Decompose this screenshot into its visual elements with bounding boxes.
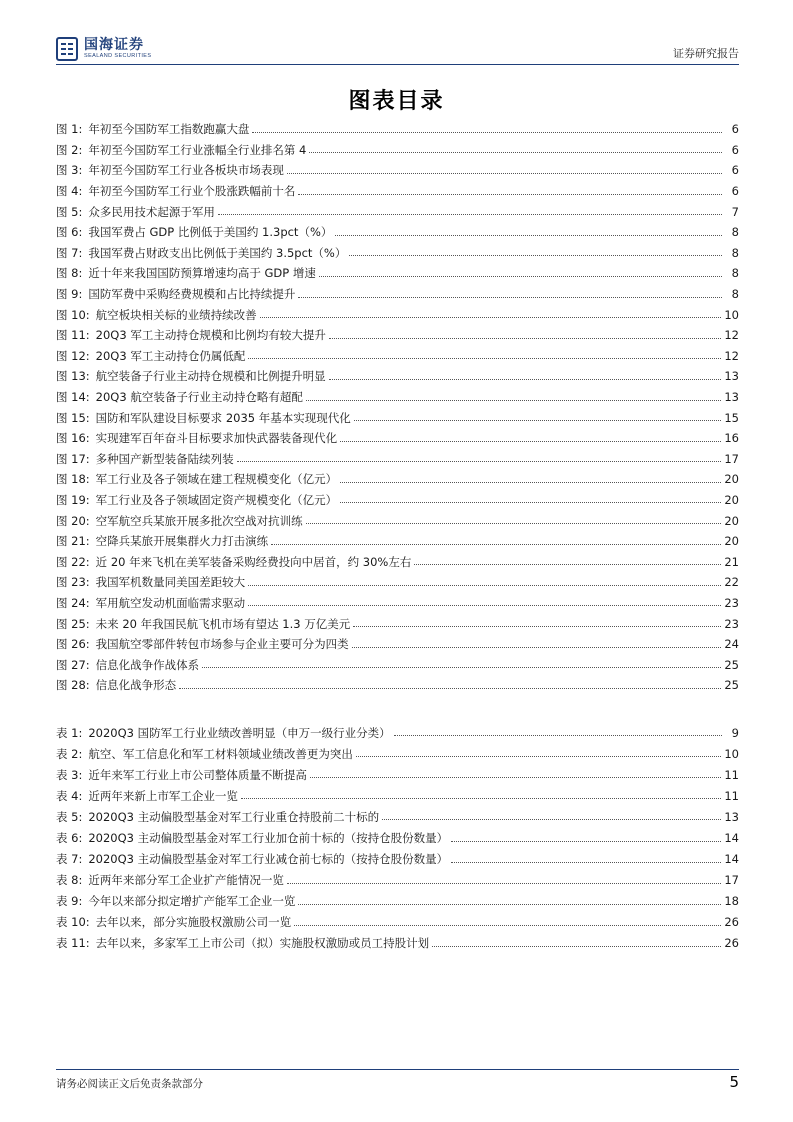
entry-label: 图 13: — [56, 369, 90, 384]
entry-title: 军工行业及各子领域固定资产规模变化（亿元） — [95, 492, 338, 507]
entry-title: 近 20 年来飞机在美军装备采购经费投向中居首，约 30%左右 — [95, 554, 412, 569]
entry-label: 图 2: — [56, 142, 83, 157]
entry-page-number: 18 — [724, 894, 739, 909]
entry-title: 年初至今国防军工行业各板块市场表现 — [88, 163, 284, 178]
dot-leader — [414, 564, 721, 565]
table-entry[interactable] — [56, 933, 739, 954]
entry-page-number: 13 — [724, 390, 739, 405]
entry-page-number: 16 — [724, 431, 739, 446]
entry-title: 空军航空兵某旅开展多批次空战对抗训练 — [95, 513, 303, 528]
entry-label: 图 5: — [56, 204, 83, 219]
entry-label: 图 14: — [56, 390, 90, 405]
page-number: 5 — [729, 1073, 739, 1091]
entry-page-number: 17 — [724, 451, 739, 466]
entry-label: 表 9: — [56, 894, 83, 909]
entry-page-number: 6 — [731, 163, 739, 178]
entry-label: 图 28: — [56, 678, 90, 693]
entry-title: 近十年来我国国防预算增速均高于 GDP 增速 — [88, 266, 316, 281]
entry-label: 表 8: — [56, 873, 83, 888]
entry-page-number: 24 — [724, 637, 739, 652]
dot-leader — [271, 544, 721, 545]
dot-leader — [248, 605, 721, 606]
entry-page-number: 10 — [724, 307, 739, 322]
entry-title: 2020Q3 主动偏股型基金对军工行业加仓前十标的（按持仓股份数量） — [88, 831, 449, 846]
entry-page-number: 14 — [724, 831, 739, 846]
entry-label: 图 3: — [56, 163, 83, 178]
dot-leader — [260, 317, 722, 318]
entry-label: 图 17: — [56, 451, 90, 466]
entry-label: 表 10: — [56, 915, 90, 930]
figure-entry[interactable] — [56, 160, 739, 181]
table-entry[interactable] — [56, 722, 739, 743]
entry-label: 表 7: — [56, 852, 83, 867]
dot-leader — [394, 735, 722, 736]
dot-leader — [349, 255, 722, 256]
entry-title: 航空装备子行业主动持仓规模和比例提升明显 — [95, 369, 326, 384]
entry-title: 国防军费中采购经费规模和占比持续提升 — [88, 287, 296, 302]
dot-leader — [248, 358, 721, 359]
entry-page-number: 12 — [724, 328, 739, 343]
entry-page-number: 20 — [724, 534, 739, 549]
dot-leader — [287, 173, 722, 174]
dot-leader — [248, 585, 721, 586]
figure-entry[interactable] — [56, 222, 739, 243]
dot-leader — [241, 798, 722, 799]
entry-page-number: 12 — [724, 348, 739, 363]
dot-leader — [451, 862, 721, 863]
sealand-logo-icon — [56, 37, 78, 61]
figure-entry[interactable] — [56, 366, 739, 387]
dot-leader — [179, 688, 721, 689]
entry-page-number: 25 — [724, 657, 739, 672]
entry-page-number: 17 — [724, 873, 739, 888]
entry-title: 去年以来，多家军工上市公司（拟）实施股权激励或员工持股计划 — [95, 936, 430, 951]
entry-label: 图 26: — [56, 637, 90, 652]
entry-title: 2020Q3 主动偏股型基金对军工行业重仓持股前二十标的 — [88, 809, 380, 824]
entry-label: 表 6: — [56, 831, 83, 846]
entry-page-number: 22 — [724, 575, 739, 590]
entry-label: 表 4: — [56, 788, 83, 803]
figure-entry[interactable] — [56, 634, 739, 655]
entry-page-number: 8 — [731, 225, 739, 240]
entry-title: 近两年来部分军工企业扩产能情况一览 — [88, 873, 284, 888]
entry-title: 军用航空发动机面临需求驱动 — [95, 595, 246, 610]
entry-page-number: 10 — [724, 746, 739, 761]
entry-title: 年初至今国防军工行业个股涨跌幅前十名 — [88, 184, 296, 199]
entry-page-number: 6 — [731, 142, 739, 157]
table-entry[interactable] — [56, 785, 739, 806]
figure-entry[interactable] — [56, 613, 739, 634]
entry-title: 20Q3 军工主动持仓规模和比例均有较大提升 — [95, 328, 326, 343]
dot-leader — [353, 626, 721, 627]
entry-page-number: 20 — [724, 513, 739, 528]
figure-entry[interactable] — [56, 387, 739, 408]
brand-logo — [56, 36, 151, 62]
dot-leader — [306, 400, 722, 401]
entry-page-number: 8 — [731, 287, 739, 302]
dot-leader — [382, 819, 721, 820]
dot-leader — [310, 777, 722, 778]
page-header — [56, 36, 739, 62]
entry-title: 2020Q3 国防军工行业业绩改善明显（申万一级行业分类） — [88, 725, 391, 740]
entry-title: 我国军机数量同美国差距较大 — [95, 575, 246, 590]
dot-leader — [298, 297, 722, 298]
entry-page-number: 6 — [731, 184, 739, 199]
dot-leader — [309, 152, 722, 153]
dot-leader — [287, 883, 722, 884]
entry-label: 图 20: — [56, 513, 90, 528]
entry-label: 图 27: — [56, 657, 90, 672]
entry-page-number: 13 — [724, 369, 739, 384]
entry-title: 空降兵某旅开展集群火力打击演练 — [95, 534, 269, 549]
figure-entry[interactable] — [56, 284, 739, 305]
figure-entry[interactable] — [56, 119, 739, 140]
figure-entry[interactable] — [56, 469, 739, 490]
dot-leader — [354, 420, 722, 421]
figure-entry[interactable] — [56, 675, 739, 696]
dot-leader — [319, 276, 722, 277]
entry-label: 表 11: — [56, 936, 90, 951]
figure-entry[interactable] — [56, 201, 739, 222]
figure-entry[interactable] — [56, 407, 739, 428]
entry-title: 我国航空零部件转包市场参与企业主要可分为四类 — [95, 637, 349, 652]
table-entry[interactable] — [56, 891, 739, 912]
entry-page-number: 9 — [731, 725, 739, 740]
figure-entry[interactable] — [56, 304, 739, 325]
dot-leader — [335, 235, 722, 236]
figure-entry[interactable] — [56, 325, 739, 346]
entry-title: 国防和军队建设目标要求 2035 年基本实现现代化 — [95, 410, 351, 425]
dot-leader — [298, 194, 722, 195]
figure-entry[interactable] — [56, 181, 739, 202]
figure-entry[interactable] — [56, 428, 739, 449]
entry-title: 多种国产新型装备陆续列装 — [95, 451, 234, 466]
figure-entry[interactable] — [56, 551, 739, 572]
entry-page-number: 23 — [724, 595, 739, 610]
figure-entry[interactable] — [56, 490, 739, 511]
entry-page-number: 11 — [724, 767, 739, 782]
entry-label: 图 23: — [56, 575, 90, 590]
entry-label: 图 10: — [56, 307, 90, 322]
table-entry[interactable] — [56, 806, 739, 827]
entry-label: 表 2: — [56, 746, 83, 761]
entry-page-number: 8 — [731, 245, 739, 260]
entry-page-number: 26 — [724, 936, 739, 951]
entry-label: 表 3: — [56, 767, 83, 782]
figure-entry[interactable] — [56, 140, 739, 161]
report-type: 证券研究报告 — [673, 47, 739, 60]
brand-name-en: SEALAND SECURITIES — [84, 53, 152, 60]
entry-title: 年初至今国防军工指数跑赢大盘 — [88, 122, 250, 137]
entry-label: 图 9: — [56, 287, 83, 302]
entry-label: 图 7: — [56, 245, 83, 260]
figure-entry[interactable] — [56, 593, 739, 614]
entry-title: 20Q3 军工主动持仓仍属低配 — [95, 348, 246, 363]
entry-title: 今年以来部分拟定增扩产能军工企业一览 — [88, 894, 296, 909]
entry-page-number: 21 — [724, 554, 739, 569]
entry-title: 我国军费占 GDP 比例低于美国约 1.3pct（%） — [88, 225, 333, 240]
entry-page-number: 23 — [724, 616, 739, 631]
table-list — [56, 722, 739, 954]
figure-entry[interactable] — [56, 572, 739, 593]
dot-leader — [352, 647, 722, 648]
entry-title: 近年来军工行业上市公司整体质量不断提高 — [88, 767, 307, 782]
header-divider — [56, 64, 739, 65]
entry-title: 2020Q3 主动偏股型基金对军工行业减仓前七标的（按持仓股份数量） — [88, 852, 449, 867]
entry-page-number: 14 — [724, 852, 739, 867]
table-entry[interactable] — [56, 912, 739, 933]
entry-title: 年初至今国防军工行业涨幅全行业排名第 4 — [88, 142, 307, 157]
dot-leader — [294, 925, 721, 926]
entry-title: 众多民用技术起源于军用 — [88, 204, 215, 219]
entry-page-number: 13 — [724, 809, 739, 824]
entry-page-number: 11 — [724, 788, 739, 803]
figure-entry[interactable] — [56, 346, 739, 367]
entry-label: 图 19: — [56, 492, 90, 507]
entry-label: 图 11: — [56, 328, 90, 343]
entry-title: 我国军费占财政支出比例低于美国约 3.5pct（%） — [88, 245, 347, 260]
figure-entry[interactable] — [56, 243, 739, 264]
entry-label: 图 18: — [56, 472, 90, 487]
entry-page-number: 8 — [731, 266, 739, 281]
dot-leader — [432, 946, 721, 947]
entry-title: 军工行业及各子领域在建工程规模变化（亿元） — [95, 472, 338, 487]
dot-leader — [237, 461, 722, 462]
entry-label: 图 16: — [56, 431, 90, 446]
entry-page-number: 15 — [724, 410, 739, 425]
entry-label: 图 22: — [56, 554, 90, 569]
entry-label: 表 1: — [56, 725, 83, 740]
dot-leader — [340, 502, 721, 503]
entry-title: 信息化战争作战体系 — [95, 657, 200, 672]
table-entry[interactable] — [56, 870, 739, 891]
entry-page-number: 25 — [724, 678, 739, 693]
entry-label: 图 4: — [56, 184, 83, 199]
dot-leader — [252, 132, 722, 133]
entry-label: 表 5: — [56, 809, 83, 824]
figure-list — [56, 119, 739, 696]
entry-page-number: 20 — [724, 492, 739, 507]
figure-entry[interactable] — [56, 449, 739, 470]
dot-leader — [329, 379, 722, 380]
entry-page-number: 6 — [731, 122, 739, 137]
entry-title: 航空、军工信息化和军工材料领域业绩改善更为突出 — [88, 746, 353, 761]
dot-leader — [356, 756, 722, 757]
table-entry[interactable] — [56, 827, 739, 848]
entry-title: 信息化战争形态 — [95, 678, 177, 693]
footer-divider — [56, 1069, 739, 1070]
entry-page-number: 20 — [724, 472, 739, 487]
figure-entry[interactable] — [56, 654, 739, 675]
entry-label: 图 24: — [56, 595, 90, 610]
dot-leader — [218, 214, 722, 215]
entry-label: 图 1: — [56, 122, 83, 137]
table-entry[interactable] — [56, 764, 739, 785]
brand-name-cn: 国海证券 — [84, 37, 144, 54]
entry-label: 图 25: — [56, 616, 90, 631]
entry-title: 20Q3 航空装备子行业主动持仓略有超配 — [95, 390, 303, 405]
dot-leader — [329, 338, 722, 339]
figure-entry[interactable] — [56, 263, 739, 284]
table-entry[interactable] — [56, 743, 739, 764]
entry-title: 航空板块相关标的业绩持续改善 — [95, 307, 257, 322]
entry-title: 近两年来新上市军工企业一览 — [88, 788, 238, 803]
footer-disclaimer: 请务必阅读正文后免责条款部分 — [56, 1078, 203, 1090]
entry-label: 图 12: — [56, 348, 90, 363]
dot-leader — [340, 482, 721, 483]
page-title: 图表目录 — [348, 89, 445, 114]
figure-entry[interactable] — [56, 531, 739, 552]
entry-title: 去年以来，部分实施股权激励公司一览 — [95, 915, 292, 930]
entry-label: 图 8: — [56, 266, 83, 281]
dot-leader — [306, 523, 722, 524]
entry-label: 图 6: — [56, 225, 83, 240]
entry-title: 未来 20 年我国民航飞机市场有望达 1.3 万亿美元 — [95, 616, 351, 631]
dot-leader — [202, 667, 721, 668]
table-entry[interactable] — [56, 849, 739, 870]
entry-label: 图 21: — [56, 534, 90, 549]
entry-label: 图 15: — [56, 410, 90, 425]
dot-leader — [298, 904, 721, 905]
entry-page-number: 26 — [724, 915, 739, 930]
entry-page-number: 7 — [731, 204, 739, 219]
dot-leader — [451, 841, 721, 842]
entry-title: 实现建军百年奋斗目标要求加快武器装备现代化 — [95, 431, 338, 446]
dot-leader — [340, 441, 721, 442]
figure-entry[interactable] — [56, 510, 739, 531]
